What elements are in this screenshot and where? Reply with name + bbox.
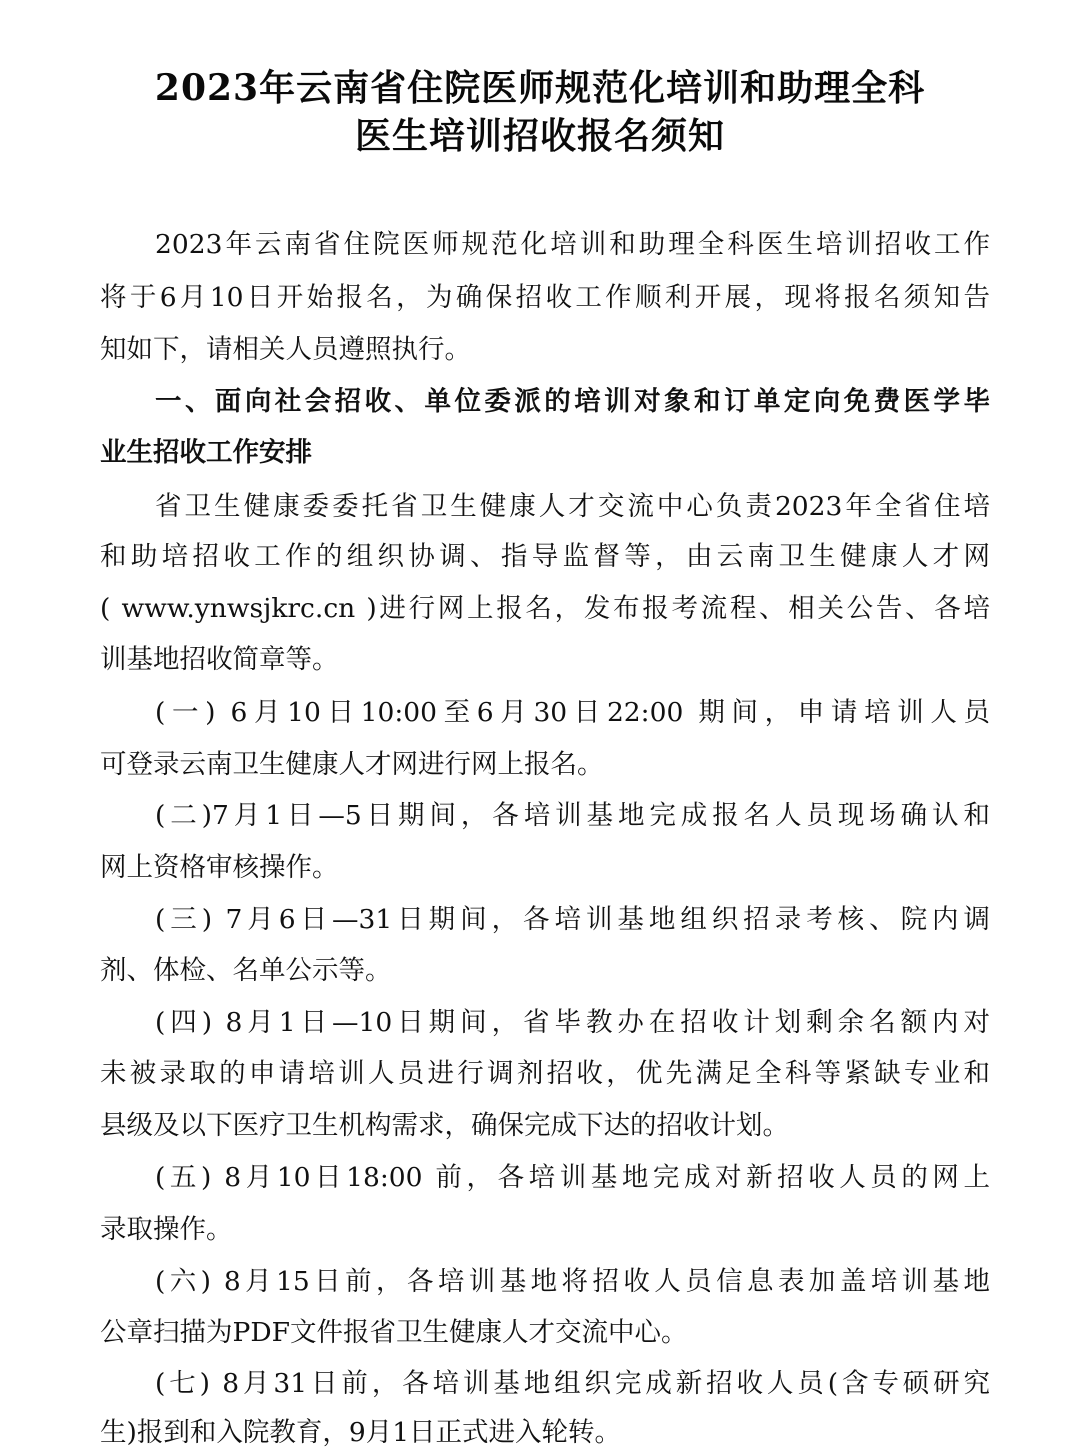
item-4-line-1: (四) 8月1日—10日期间，省毕教办在招收计划剩余名额内对: [155, 1007, 990, 1038]
document-title-line-2: 医生培训招收报名须知: [354, 115, 725, 157]
item-6-line-1: (六) 8月15日前，各培训基地将招收人员信息表加盖培训基地: [155, 1266, 990, 1297]
item-5-line-2: 录取操作。: [100, 1214, 233, 1245]
item-2-line-1: (二)7月1日—5日期间，各培训基地完成报名人员现场确认和: [155, 800, 990, 831]
item-3-line-2: 剂、体检、名单公示等。: [100, 955, 392, 986]
item-7-line-1: (七) 8月31日前，各培训基地组织完成新招收人员(含专硕研究: [155, 1368, 990, 1399]
section1-body-line-3: ( www.ynwsjkrc.cn )进行网上报名，发布报考流程、相关公告、各培: [100, 593, 990, 624]
intro-line-3: 知如下，请相关人员遵照执行。: [100, 334, 471, 365]
section1-heading-line-1: 一、面向社会招收、单位委派的培训对象和订单定向免费医学毕: [155, 386, 990, 417]
item-1-line-1: (一) 6月10日10:00至6月30日22:00 期间，申请培训人员: [155, 697, 990, 728]
item-5-line-1: (五) 8月10日18:00 前，各培训基地完成对新招收人员的网上: [155, 1162, 990, 1193]
item-2-line-2: 网上资格审核操作。: [100, 852, 339, 883]
item-3-line-1: (三) 7月6日—31日期间，各培训基地组织招录考核、院内调: [155, 904, 990, 935]
section1-body-line-1: 省卫生健康委委托省卫生健康人才交流中心负责2023年全省住培: [155, 491, 990, 522]
item-4-line-3: 县级及以下医疗卫生机构需求，确保完成下达的招收计划。: [100, 1110, 789, 1141]
document-title-line-1: 2023年云南省住院医师规范化培训和助理全科: [154, 67, 926, 109]
section1-body-line-2: 和助培招收工作的组织协调、指导监督等，由云南卫生健康人才网: [100, 541, 990, 572]
intro-line-2: 将于6月10日开始报名，为确保招收工作顺利开展，现将报名须知告: [100, 282, 990, 313]
item-4-line-2: 未被录取的申请培训人员进行调剂招收，优先满足全科等紧缺专业和: [100, 1058, 990, 1089]
item-6-line-2: 公章扫描为PDF文件报省卫生健康人才交流中心。: [100, 1317, 688, 1348]
intro-line-1: 2023年云南省住院医师规范化培训和助理全科医生培训招收工作: [155, 229, 990, 260]
item-7-line-2: 生)报到和入院教育，9月1日正式进入轮转。: [100, 1417, 622, 1448]
item-1-line-2: 可登录云南卫生健康人才网进行网上报名。: [100, 749, 604, 780]
section1-heading-line-2: 业生招收工作安排: [100, 437, 312, 468]
section1-body-line-4: 训基地招收简章等。: [100, 644, 339, 675]
